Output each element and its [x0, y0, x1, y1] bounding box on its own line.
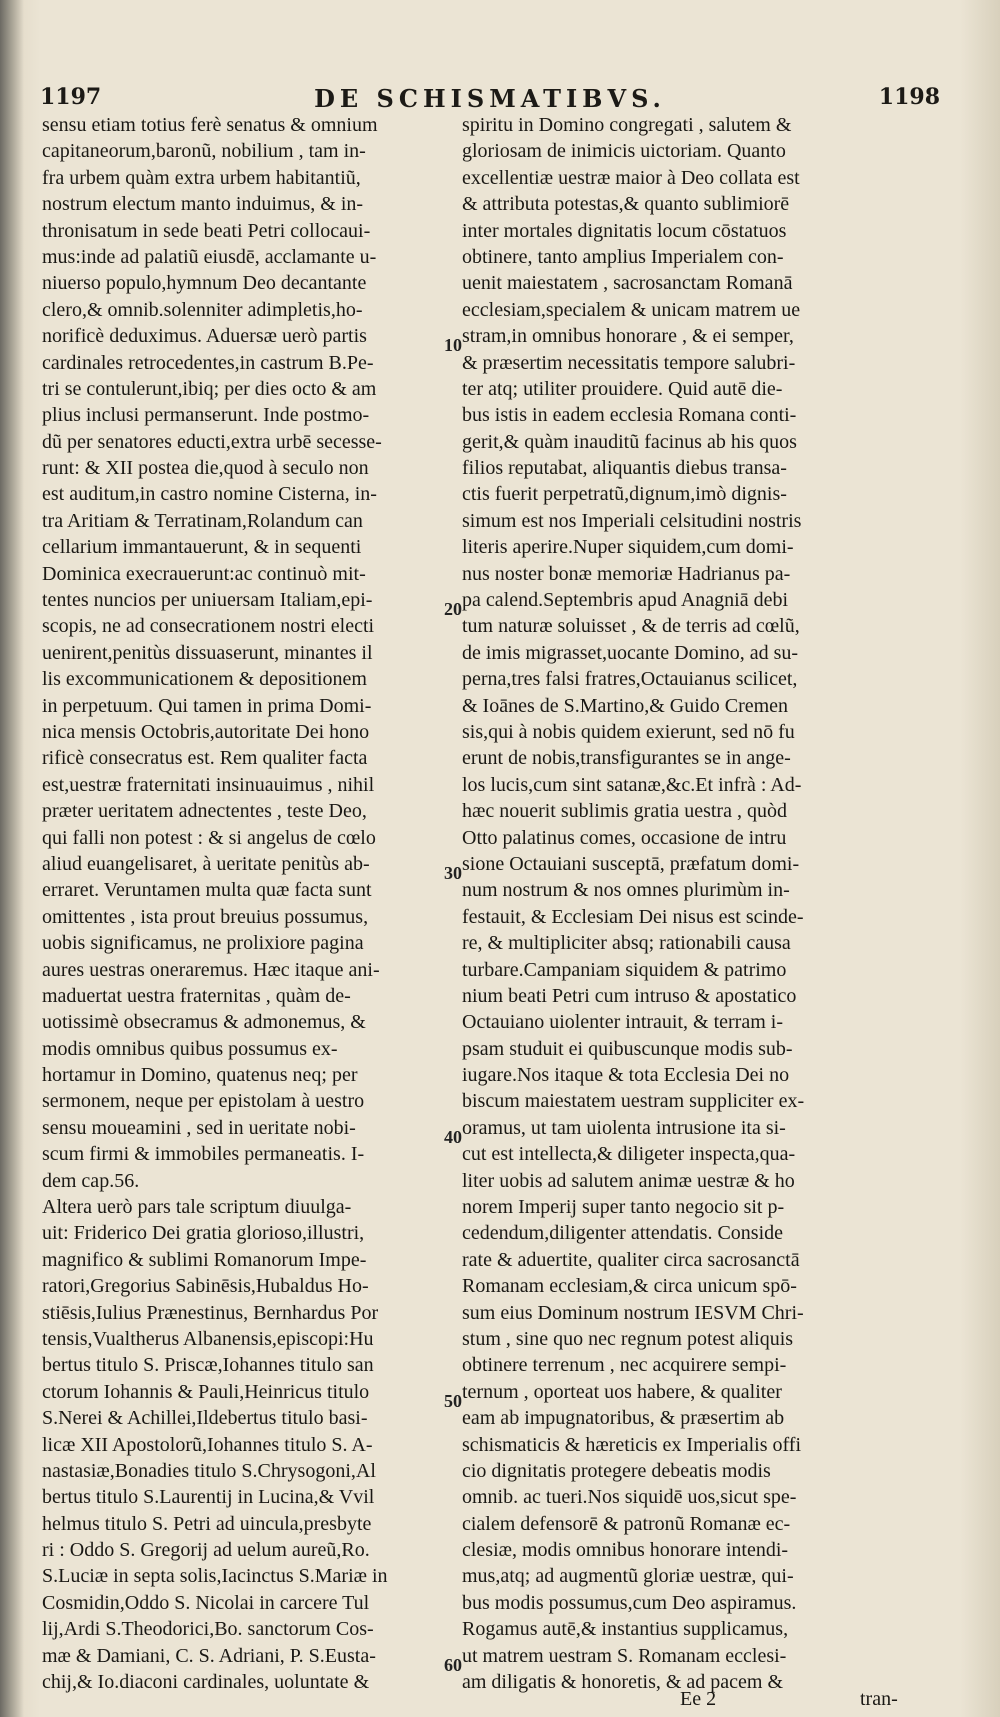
left-column-line: omittentes , ista prout breuius possumus,	[42, 905, 369, 928]
right-column-line: cedendum,diligenter attendatis. Conside	[462, 1222, 784, 1245]
left-column-line: nastasiæ,Bonadies titulo S.Chrysogoni,Al	[42, 1459, 376, 1482]
right-column-line: cio dignitatis protegere debeatis modis	[462, 1459, 771, 1482]
left-column-line: scum firmi & immobiles permaneatis. I-	[42, 1143, 365, 1166]
left-column-line: aliud euangelisaret, à ueritate penitùs ab-	[42, 852, 370, 875]
page-number-left: 1197	[40, 84, 102, 110]
right-column-line: excellentiæ uestræ maior à Deo collata est	[462, 166, 800, 189]
left-column-line: est auditum,in castro nomine Cisterna, in-	[42, 483, 377, 506]
left-column-line: rificè consecratus est. Rem qualiter facta	[42, 747, 368, 770]
left-column-line: runt: & XII postea die,quod à seculo non	[42, 457, 369, 480]
right-column-line: norem Imperij super tanto negocio sit p-	[462, 1196, 785, 1219]
right-column-line: pa calend.Septembris apud Anagniā debi	[462, 589, 789, 612]
left-column-line: scopis, ne ad consecrationem nostri electi	[42, 615, 375, 638]
right-column-line: re, & multipliciter absq; rationabili causa	[462, 932, 791, 955]
line-number: 30	[444, 863, 462, 883]
right-column-line: cut est intellecta,& diligeter inspecta,qua-	[462, 1143, 796, 1166]
left-column-line: dũ per senatores educti,extra urbē secesse-	[42, 430, 382, 453]
right-column-line: & attributa potestas,& quanto sublimiorē	[462, 193, 790, 216]
left-column-line: nica mensis Octobris,autoritate Dei hono	[42, 720, 370, 743]
right-column-line: sione Octauiani susceptā, præfatum domi-	[462, 852, 800, 875]
right-column-line: omnib. ac tueri.Nos siquidē uos,sicut spe-	[462, 1486, 797, 1509]
left-column-line: norificè deduximus. Aduersæ uerò partis	[42, 325, 367, 348]
right-column-line: sum eius Dominum nostrum IESVM Chri-	[462, 1301, 804, 1324]
binding-shadow	[0, 0, 24, 1717]
right-column-line: festauit, & Ecclesiam Dei nisus est scinde-	[462, 905, 804, 928]
left-column-line: clero,& omnib.solenniter adimpletis,ho-	[42, 298, 363, 321]
left-column-line: stiēsis,Iulius Prænestinus, Bernhardus Por	[42, 1301, 379, 1324]
left-column-line: mæ & Damiani, C. S. Adriani, P. S.Eusta-	[42, 1644, 376, 1667]
right-column-line: ut matrem uestram S. Romanam ecclesi-	[462, 1644, 787, 1667]
right-column-line: liter uobis ad salutem animæ uestræ & ho	[462, 1169, 795, 1192]
right-column-line: nus noster bonæ memoriæ Hadrianus pa-	[462, 562, 791, 585]
left-column-line: helmus titulo S. Petri ad uincula,presbyte	[42, 1512, 372, 1535]
left-column-line: licæ XII Apostolorũ,Iohannes titulo S. A-	[42, 1433, 373, 1456]
right-column-line: filios reputabat, aliquantis diebus transa-	[462, 457, 787, 480]
right-column-line: ternum , oporteat uos habere, & qualiter	[462, 1380, 782, 1403]
right-column-line: bus istis in eadem ecclesia Romana conti-	[462, 404, 797, 427]
left-column-line: magnifico & sublimi Romanorum Impe-	[42, 1248, 367, 1271]
right-column-line: cialem defensorē & patronũ Romanæ ec-	[462, 1512, 791, 1535]
right-column-line: eam ab impugnatoribus, & præsertim ab	[462, 1407, 785, 1430]
right-column-line: gerit,& quàm inauditũ facinus ab his quos	[462, 430, 797, 453]
left-column-line: niuerso populo,hymnum Deo decantante	[42, 272, 367, 295]
right-column-line: iugare.Nos itaque & tota Ecclesia Dei no	[462, 1064, 790, 1087]
left-column-line: qui falli non potest : & si angelus de cœlo	[42, 826, 376, 849]
left-column-line: in perpetuum. Qui tamen in prima Domi-	[42, 694, 372, 717]
left-column-line: cellarium immantauerunt, & in sequenti	[42, 536, 362, 559]
left-column-line: nostrum electum manto induimus, & in-	[42, 193, 364, 216]
right-column-line: oramus, ut tam uiolenta intrusione ita si-	[462, 1116, 786, 1139]
left-column-line: sensu moueamini , sed in ueritate nobi-	[42, 1116, 356, 1139]
right-column-line: Rogamus autē,& instantius supplicamus,	[462, 1618, 789, 1641]
right-column-line: ter atq; utiliter prouidere. Quid autē die-	[462, 377, 783, 400]
right-column-line: gloriosam de inimicis uictoriam. Quanto	[462, 140, 786, 163]
left-column-line: bertus titulo S.Laurentij in Lucina,& Vvil	[42, 1486, 375, 1509]
left-column-line: modis omnibus quibus possumus ex-	[42, 1037, 338, 1060]
left-column-line: præter ueritatem adnectentes , teste Deo,	[42, 800, 367, 823]
left-column-line: ctorum Iohannis & Pauli,Heinricus titulo	[42, 1380, 370, 1403]
line-number: 60	[444, 1655, 462, 1675]
line-number: 50	[444, 1391, 462, 1411]
left-column	[42, 112, 444, 1695]
left-column-line: plius inclusi permanserunt. Inde postmo-	[42, 404, 370, 427]
right-column	[462, 112, 872, 1695]
right-column-line: num nostrum & nos omnes plurimùm in-	[462, 879, 790, 902]
left-column-line: erraret. Veruntamen multa quæ facta sunt	[42, 879, 372, 902]
right-column-line: tum naturæ soluisset , & de terris ad cœlũ,	[462, 615, 800, 638]
left-column-line: tra Aritiam & Terratinam,Rolandum can	[42, 509, 363, 532]
right-column-line: literis aperire.Nuper siquidem,cum domi-	[462, 536, 794, 559]
right-column-line: de imis migrasset,uocante Domino, ad su-	[462, 641, 799, 664]
right-column-line: simum est nos Imperiali celsitudini nostris	[462, 509, 802, 532]
left-column-line: ratori,Gregorius Sabinēsis,Hubaldus Ho-	[42, 1275, 369, 1298]
left-column-line: Altera uerò pars tale scriptum diuulga-	[42, 1196, 352, 1219]
left-column-line: capitaneorum,baronũ, nobilium , tam in-	[42, 140, 366, 163]
right-column-line: inter mortales dignitatis locum cōstatuos	[462, 219, 787, 242]
left-column-line: lis excommunicationem & depositionem	[42, 668, 367, 691]
right-column-line: turbare.Campaniam siquidem & patrimo	[462, 958, 787, 981]
right-column-line: psam studuit ei quibuscunque modis sub-	[462, 1037, 793, 1060]
right-column-line: & præsertim necessitatis tempore salubri-	[462, 351, 796, 374]
left-column-line: tentes nuncios per uniuersam Italiam,epi-	[42, 589, 373, 612]
running-header	[40, 84, 940, 112]
left-column-line: thronisatum in sede beati Petri collocaui-	[42, 219, 371, 242]
right-column-line: sis,qui à nobis quidem exierunt, sed nō fu	[462, 720, 795, 743]
left-column-line: sensu etiam totius ferè senatus & omnium	[42, 114, 378, 136]
signature-mark: Ee 2	[680, 1688, 717, 1710]
line-number: 20	[444, 599, 462, 619]
right-column-line: am diligatis & honoretis, & ad pacem &	[462, 1671, 784, 1694]
left-column-line: mus:inde ad palatiũ eiusdē, acclamante u-	[42, 245, 377, 268]
left-column-line: S.Nerei & Achillei,Ildebertus titulo basi-	[42, 1407, 368, 1430]
left-column-line: fra urbem quàm extra urbem habitantiũ,	[42, 166, 361, 189]
right-column-line: perna,tres falsi fratres,Octauianus scilicet,	[462, 668, 798, 691]
left-column-line: uotissimè obsecramus & admonemus, &	[42, 1011, 366, 1034]
right-column-line: uenit maiestatem , sacrosanctam Romanā	[462, 272, 793, 295]
left-column-line: ri : Oddo S. Gregorij ad uelum aureũ,Ro.	[42, 1539, 370, 1562]
right-column-line: biscum maiestatem uestram suppliciter ex-	[462, 1090, 805, 1113]
right-column-line: Otto palatinus comes, occasione de intru	[462, 826, 787, 849]
right-column-line: stum , sine quo nec regnum potest aliquis	[462, 1327, 794, 1350]
left-column-line: sermonem, neque per epistolam à uestro	[42, 1090, 365, 1113]
right-column-line: obtinere terrenum , nec acquirere sempi-	[462, 1354, 787, 1377]
right-column-line: erunt de nobis,transfigurantes se in ange-	[462, 747, 791, 770]
left-column-line: lij,Ardi S.Theodorici,Bo. sanctorum Cos-	[42, 1618, 374, 1641]
right-column-line: Romanam ecclesiam,& circa unicum spō-	[462, 1275, 797, 1298]
right-column-line: clesiæ, modis omnibus honorare intendi-	[462, 1539, 789, 1562]
right-column-line: ctis fuerit perpetratũ,dignum,imò dignis-	[462, 483, 787, 506]
left-column-line: tensis,Vualtherus Albanensis,episcopi:Hu	[42, 1327, 374, 1350]
right-column-line: Octauiano uiolenter intrauit, & terram i-	[462, 1011, 783, 1034]
right-column-line: hæc nouerit sublimis gratia uestra , quòd	[462, 800, 787, 823]
right-column-line: schismaticis & hæreticis ex Imperialis offi	[462, 1433, 802, 1456]
right-column-line: obtinere, tanto amplius Imperialem con-	[462, 245, 784, 268]
left-column-line: aures uestras oneraremus. Hæc itaque ani-	[42, 958, 380, 981]
left-column-line: bertus titulo S. Priscæ,Iohannes titulo san	[42, 1354, 374, 1377]
line-number: 10	[444, 335, 462, 355]
left-column-line: tri se contulerunt,ibiq; per dies octo & am	[42, 377, 377, 400]
right-column-line: & Ioānes de S.Martino,& Guido Cremen	[462, 694, 789, 717]
right-column-line: bus modis possumus,cum Deo aspiramus.	[462, 1591, 797, 1614]
left-column-line: S.Luciæ in septa solis,Iacinctus S.Mariæ in	[42, 1565, 388, 1588]
right-column-line: ecclesiam,specialem & unicam matrem ue	[462, 298, 801, 321]
right-column-line: nium beati Petri cum intruso & apostatico	[462, 984, 797, 1007]
left-column-line: cardinales retrocedentes,in castrum B.Pe-	[42, 351, 374, 374]
right-column-line: spiritu in Domino congregati , salutem &	[462, 114, 792, 136]
left-column-line: maduertat uestra fraternitas , quàm de-	[42, 984, 351, 1007]
left-column-line: hortamur in Domino, quatenus neq; per	[42, 1064, 358, 1087]
left-column-line: dem cap.56.	[42, 1169, 140, 1192]
left-column-line: uit: Friderico Dei gratia glorioso,illustri,	[42, 1222, 365, 1245]
right-column-line: stram,in omnibus honorare , & ei semper,	[462, 325, 794, 348]
left-column-line: Dominica execrauerunt:ac continuò mit-	[42, 562, 366, 585]
right-column-line: mus,atq; ad augmentũ gloriæ uestræ, qui-	[462, 1565, 794, 1588]
right-column-line: los lucis,cum sint satanæ,&c.Et infrà : Ad-	[462, 773, 802, 796]
left-column-line: est,uestræ fraternitati insinuauimus , nihil	[42, 773, 375, 796]
left-column-line: uenirent,penitùs dissuaserunt, minantes il	[42, 641, 373, 664]
left-column-line: uobis significamus, ne prolixiore pagina	[42, 932, 364, 955]
line-number: 40	[444, 1127, 462, 1147]
catchword: tran-	[860, 1688, 898, 1710]
left-column-line: Cosmidin,Oddo S. Nicolai in carcere Tul	[42, 1591, 370, 1614]
right-column-line: rate & aduertite, qualiter circa sacrosanctā	[462, 1248, 800, 1271]
running-title: DE SCHISMATIBVS.	[314, 84, 666, 113]
left-column-line: chij,& Io.diaconi cardinales, uoluntate &	[42, 1671, 370, 1694]
page-number-right: 1198	[878, 84, 940, 110]
